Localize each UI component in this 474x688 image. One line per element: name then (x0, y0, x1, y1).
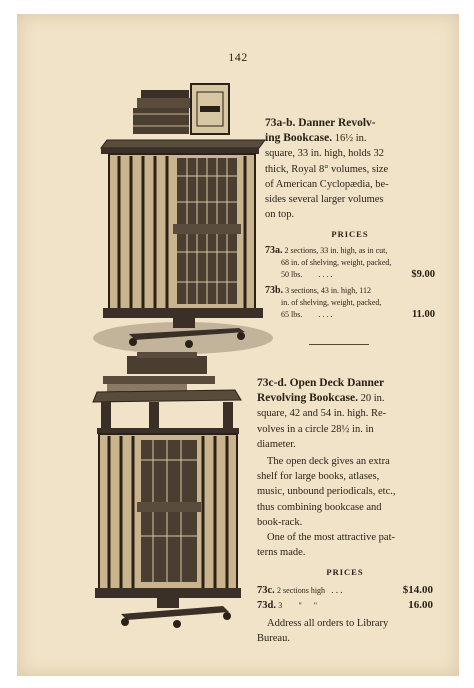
price-entry-73a (265, 245, 435, 281)
address-line: Address all orders to Library (267, 617, 389, 629)
item-73ab-title-line-2 (265, 131, 435, 146)
bookcase-73cd-illustration (83, 350, 251, 632)
item-73cd-title-line-2 (257, 391, 433, 406)
item-73cd-description (257, 376, 433, 646)
price-detail: 65 lbs. (281, 309, 303, 319)
item-73cd-para2-line: book-rack. (257, 516, 303, 528)
address-line: Bureau. (257, 632, 290, 644)
item-73cd-title: Revolving Bookcase. (257, 392, 358, 405)
price-entry-73c (257, 583, 433, 598)
item-73cd-para3-line: One of the most attractive pat- (267, 532, 395, 544)
item-73ab-prices-heading: PRICES (331, 229, 369, 240)
item-73cd-para3-line: terns made. (257, 547, 306, 559)
item-73cd-para2-line: shelf for large books, atlases, (257, 471, 380, 483)
price-dots: . . . (331, 584, 343, 595)
bookcase-73ab-illustration (89, 76, 277, 356)
item-73ab-desc-line: square, 33 in. high, holds 32 (265, 148, 384, 160)
price-amount: 11.00 (411, 308, 435, 320)
price-amount: 16.00 (408, 598, 433, 611)
book-page (17, 14, 459, 676)
price-amount: $9.00 (411, 268, 435, 280)
item-73cd-desc-line: square, 42 and 54 in. high. Re- (257, 408, 387, 420)
item-73cd-desc-line: volves in a circle 28½ in. in (257, 423, 374, 435)
price-detail: 3 (278, 600, 283, 610)
item-73ab-desc-line: of American Cyclopædia, be- (265, 178, 389, 190)
item-73cd-para2-line: thus combining bookcase and (257, 501, 382, 513)
price-dots: . . . . (318, 309, 333, 319)
item-73ab-size: 16½ in. (334, 133, 367, 145)
item-73ab-title: ing Bookcase. (265, 132, 333, 145)
price-entry-73d (257, 598, 433, 613)
item-73cd-para2-line: The open deck gives an extra (267, 456, 390, 468)
price-amount: $14.00 (402, 583, 433, 596)
item-73ab-title-line-1: 73a-b. Danner Revolv- (265, 117, 376, 129)
price-detail: 2 sections high (277, 585, 326, 595)
price-ditto: " " (298, 600, 317, 610)
item-73ab-description (265, 116, 435, 321)
item-73ab-desc-line: on top. (265, 209, 295, 221)
price-dots: . . . . (318, 269, 333, 279)
item-73cd-title-line-1: 73c-d. Open Deck Danner (257, 377, 385, 389)
item-73ab-desc-line: sides several larger volumes (265, 194, 384, 206)
item-73cd-size: 20 in. (360, 393, 385, 405)
price-code: 73c. (257, 584, 275, 596)
item-73cd-para2-line: music, unbound periodicals, etc., (257, 486, 396, 498)
price-code: 73a. (265, 244, 283, 256)
price-detail: 2 sections, 33 in. high, as in cut, (284, 245, 388, 255)
price-detail: 3 sections, 43 in. high, 112 (285, 285, 371, 295)
item-73cd-desc-line: diameter. (257, 438, 296, 450)
price-entry-73b (265, 285, 435, 321)
section-divider (309, 344, 369, 345)
price-code: 73b. (265, 284, 284, 296)
page-number: 142 (228, 50, 248, 64)
price-detail: 50 lbs. (281, 269, 303, 279)
price-detail: 68 in. of shelving, weight, packed, (281, 257, 392, 267)
price-code: 73d. (257, 599, 276, 611)
price-detail: in. of shelving, weight, packed, (281, 297, 382, 307)
item-73cd-prices-heading: PRICES (326, 567, 364, 578)
item-73ab-desc-line: thick, Royal 8° volumes, size (265, 163, 389, 175)
